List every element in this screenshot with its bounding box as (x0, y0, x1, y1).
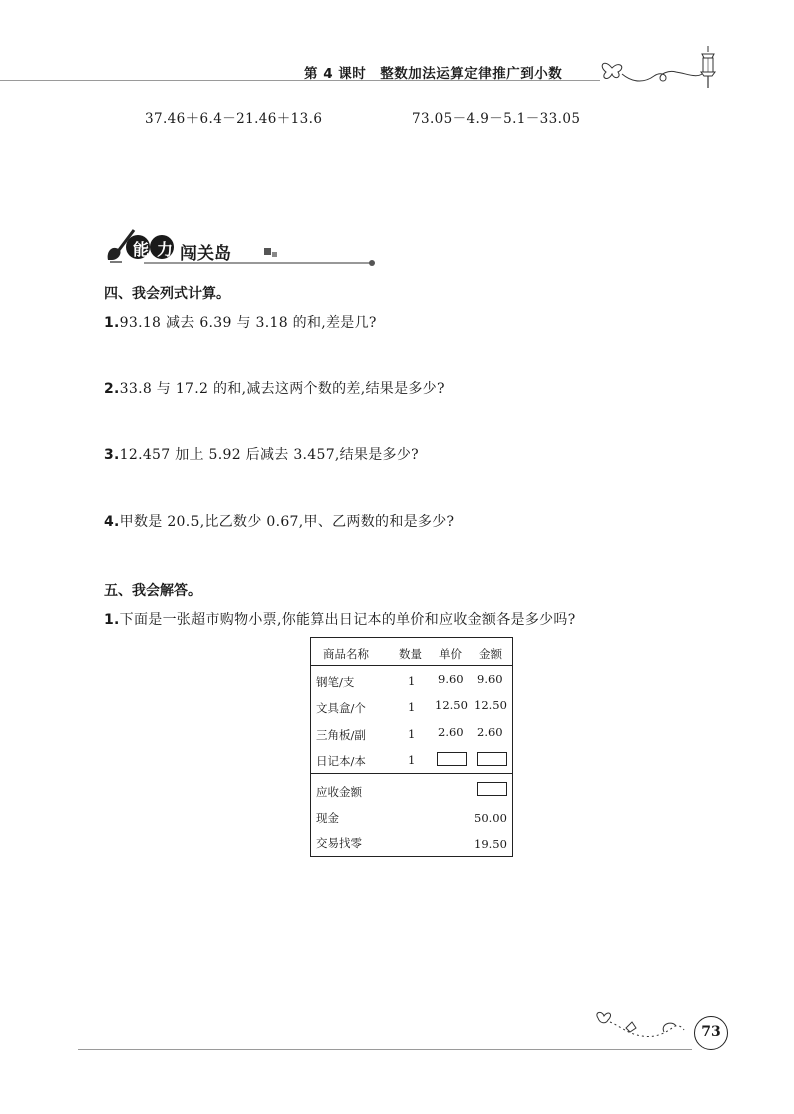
receipt-row-2-price: 12.50 (435, 698, 468, 712)
receipt-divider-bottom (311, 773, 512, 774)
receipt-row-4-name: 日记本/本 (316, 754, 366, 768)
butterfly-lamp-decoration-icon (594, 44, 724, 90)
calc-expression-2: 73.05－4.9－5.1－33.05 (412, 111, 581, 127)
question-4-3: 3.12.457 加上 5.92 后减去 3.457,结果是多少? (104, 447, 419, 463)
due-amount-blank (477, 782, 507, 796)
receipt-row-3-amount: 2.60 (477, 725, 503, 739)
diary-amount-blank (477, 752, 507, 766)
question-4-2: 2.33.8 与 17.2 的和,减去这两个数的差,结果是多少? (104, 381, 445, 397)
receipt-divider-top (311, 665, 512, 666)
receipt-row-3-qty: 1 (408, 727, 416, 741)
footer-decoration-icon (592, 1004, 692, 1044)
footer-rule (78, 1049, 692, 1050)
receipt-row-1-name: 钢笔/支 (316, 675, 355, 689)
page-number: 73 (694, 1016, 728, 1050)
diary-price-blank (437, 752, 467, 766)
question-4-1: 1.93.18 减去 6.39 与 3.18 的和,差是几? (104, 315, 377, 331)
receipt-row-1-qty: 1 (408, 674, 416, 688)
banner-char-1: 能 (132, 240, 149, 259)
banner-char-rest: 闯关岛 (180, 244, 231, 264)
question-5-1: 1.下面是一张超市购物小票,你能算出日记本的单价和应收金额各是多少吗? (104, 612, 576, 628)
receipt-row-3-price: 2.60 (438, 725, 464, 739)
calc-expression-1: 37.46＋6.4－21.46＋13.6 (145, 111, 323, 127)
receipt-header-price: 单价 (439, 647, 462, 661)
part5-heading: 五、我会解答。 (104, 583, 202, 599)
receipt-row-4-qty: 1 (408, 753, 416, 767)
lesson-title: 第 4 课时 整数加法运算定律推广到小数 (304, 66, 563, 82)
receipt-row-1-price: 9.60 (438, 672, 464, 686)
square-icon (264, 248, 277, 257)
receipt-cash-label: 现金 (316, 811, 339, 825)
banner-char-2: 力 (156, 240, 173, 259)
receipt-header-qty: 数量 (399, 647, 422, 661)
receipt-due-label: 应收金额 (316, 785, 362, 799)
receipt-row-2-name: 文具盒/个 (316, 701, 366, 715)
shopping-receipt (310, 637, 513, 857)
receipt-row-2-amount: 12.50 (474, 698, 507, 712)
receipt-cash-value: 50.00 (474, 811, 507, 825)
receipt-change-value: 19.50 (474, 837, 507, 851)
receipt-row-3-name: 三角板/副 (316, 728, 366, 742)
receipt-row-1-amount: 9.60 (477, 672, 503, 686)
receipt-header-name: 商品名称 (323, 647, 369, 661)
receipt-change-label: 交易找零 (316, 836, 362, 850)
part4-heading: 四、我会列式计算。 (104, 286, 230, 302)
question-4-4: 4.甲数是 20.5,比乙数少 0.67,甲、乙两数的和是多少? (104, 514, 455, 530)
receipt-row-2-qty: 1 (408, 700, 416, 714)
receipt-header-amount: 金额 (479, 647, 502, 661)
